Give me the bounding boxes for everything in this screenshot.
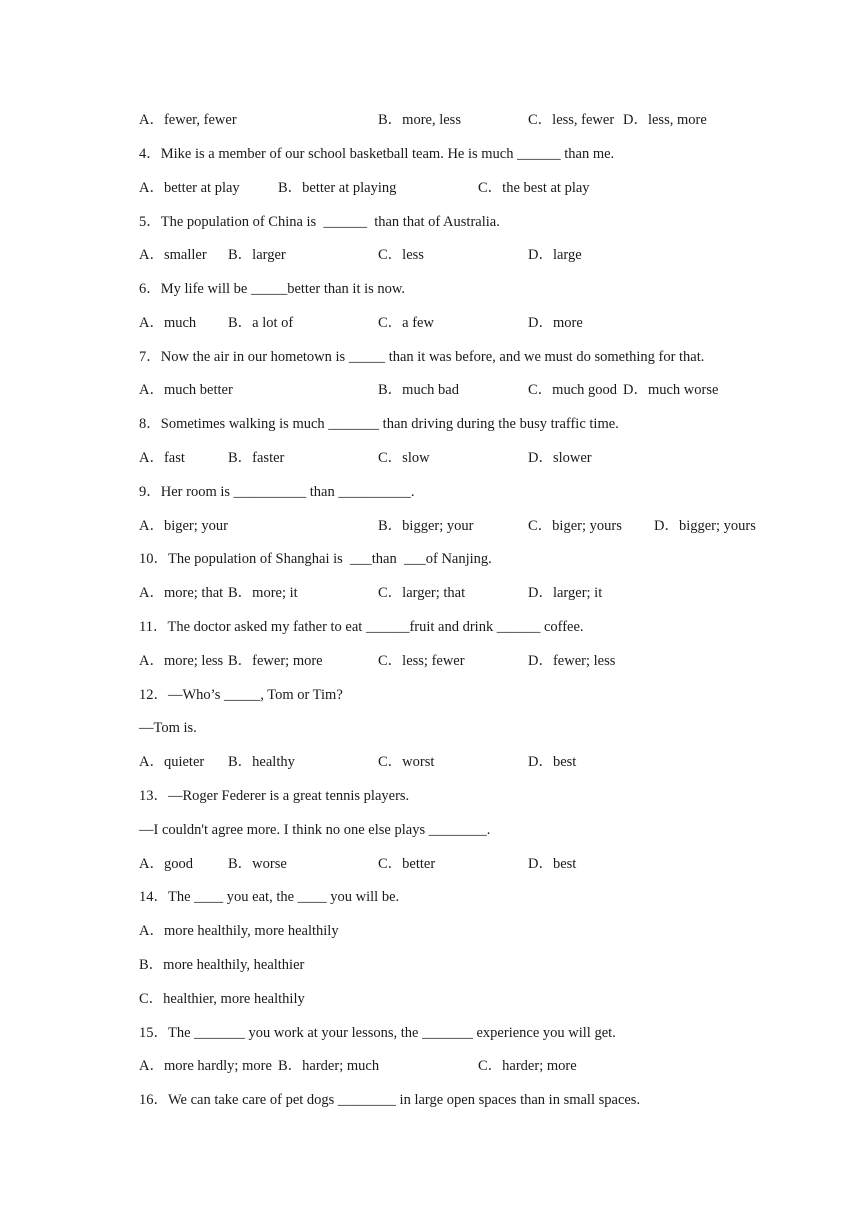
options-row xyxy=(0,179,860,197)
options-row xyxy=(0,753,860,771)
option-d: D．best xyxy=(528,754,577,770)
option-c: C．slow xyxy=(378,450,430,466)
option-b: B．faster xyxy=(228,450,285,466)
option-a: A．biger; your xyxy=(139,518,228,534)
question-5: 5．The population of China is ______ than that of Australia. xyxy=(139,214,500,230)
option-c: C．the best at play xyxy=(478,180,590,196)
question-16: 16．We can take care of pet dogs ________ in large open spaces than in small spaces. xyxy=(139,1092,641,1108)
options-row xyxy=(0,584,860,602)
question-15: 15．The _______ you work at your lessons, the _______ experience you will get. xyxy=(139,1025,616,1041)
option-d: D．slower xyxy=(528,450,592,466)
option-a: A．smaller xyxy=(139,247,207,263)
option-c: C．worst xyxy=(378,754,435,770)
option-c: C．larger; that xyxy=(378,585,466,601)
option-c: C．much good xyxy=(528,382,618,398)
option-d: D．less, more xyxy=(623,112,707,128)
option-a: A．better at play xyxy=(139,180,240,196)
question-4: 4．Mike is a member of our school basketball team. He is much ______ than me. xyxy=(139,146,615,162)
options-row xyxy=(0,314,860,332)
question-11: 11．The doctor asked my father to eat ______fruit and drink ______ coffee. xyxy=(139,619,584,635)
options-row xyxy=(0,855,860,873)
option-b: B．worse xyxy=(228,856,287,872)
option-b: B．a lot of xyxy=(228,315,294,331)
option-b: B．fewer; more xyxy=(228,653,323,669)
option-a: A．more healthily, more healthily xyxy=(139,923,339,939)
option-a: A．much better xyxy=(139,382,233,398)
question-12-answer: —Tom is. xyxy=(139,720,197,736)
option-d: D．more xyxy=(528,315,583,331)
option-d: D．best xyxy=(528,856,577,872)
option-c: C．better xyxy=(378,856,436,872)
options-row xyxy=(0,517,860,535)
question-14: 14．The ____ you eat, the ____ you will be. xyxy=(139,889,400,905)
option-b: B．better at playing xyxy=(278,180,397,196)
option-c: C．biger; yours xyxy=(528,518,622,534)
option-b: B．bigger; your xyxy=(378,518,474,534)
option-a: A．more; that xyxy=(139,585,224,601)
option-b: B．more; it xyxy=(228,585,298,601)
options-row xyxy=(0,1057,860,1075)
option-d: D．fewer; less xyxy=(528,653,616,669)
question-9: 9．Her room is __________ than __________. xyxy=(139,484,415,500)
question-7: 7．Now the air in our hometown is _____ than it was before, and we must do something for that. xyxy=(139,349,705,365)
options-row xyxy=(0,246,860,264)
options-row xyxy=(0,111,860,129)
option-a: A．more hardly; more xyxy=(139,1058,272,1074)
question-8: 8．Sometimes walking is much _______ than driving during the busy traffic time. xyxy=(139,416,619,432)
option-b: B．more, less xyxy=(378,112,461,128)
options-row xyxy=(0,449,860,467)
option-c: C．a few xyxy=(378,315,434,331)
options-row xyxy=(0,381,860,399)
option-d: D．much worse xyxy=(623,382,719,398)
option-c: C．less, fewer xyxy=(528,112,615,128)
option-b: B．larger xyxy=(228,247,286,263)
option-d: D．large xyxy=(528,247,582,263)
option-c: C．less; fewer xyxy=(378,653,465,669)
question-6: 6．My life will be _____better than it is now. xyxy=(139,281,406,297)
option-b: B．harder; much xyxy=(278,1058,380,1074)
option-a: A．fast xyxy=(139,450,185,466)
option-d: D．larger; it xyxy=(528,585,603,601)
option-b: B．much bad xyxy=(378,382,459,398)
question-13: 13．—Roger Federer is a great tennis players. xyxy=(139,788,410,804)
option-c: C．healthier, more healthily xyxy=(139,991,305,1007)
options-row xyxy=(0,652,860,670)
option-a: A．good xyxy=(139,856,193,872)
option-b: B．more healthily, healthier xyxy=(139,957,305,973)
question-13-reply: —I couldn't agree more. I think no one else plays ________. xyxy=(139,822,491,838)
question-12: 12．—Who’s _____, Tom or Tim? xyxy=(139,687,343,703)
question-10: 10．The population of Shanghai is ___than ___of Nanjing. xyxy=(139,551,492,567)
option-a: A．fewer, fewer xyxy=(139,112,237,128)
option-a: A．more; less xyxy=(139,653,224,669)
option-c: C．harder; more xyxy=(478,1058,577,1074)
option-c: C．less xyxy=(378,247,424,263)
option-a: A．much xyxy=(139,315,197,331)
option-d: D．bigger; yours xyxy=(654,518,756,534)
option-b: B．healthy xyxy=(228,754,295,770)
option-a: A．quieter xyxy=(139,754,205,770)
